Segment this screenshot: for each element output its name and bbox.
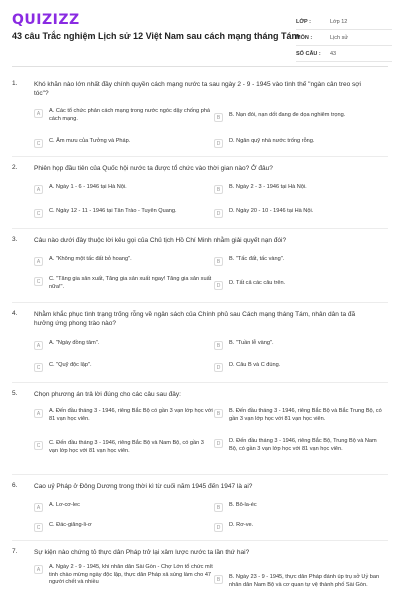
- option-letter: B: [214, 113, 223, 122]
- option-letter: A: [34, 503, 43, 512]
- option-letter: D: [214, 281, 223, 290]
- option-a[interactable]: [34, 340, 214, 350]
- option-letter: D: [214, 523, 223, 532]
- option-a[interactable]: [34, 184, 214, 194]
- option-letter: C: [34, 139, 43, 148]
- option-text: C. "Quỹ độc lập".: [49, 362, 92, 368]
- option-a[interactable]: [34, 256, 214, 266]
- meta-subject-label: MÔN :: [296, 34, 313, 41]
- meta-subject: [296, 30, 392, 46]
- option-d[interactable]: [214, 208, 386, 218]
- meta-grade: [296, 14, 392, 30]
- question-number: 5.: [12, 390, 18, 397]
- option-text: C. Âm mưu của Tưởng và Pháp.: [49, 138, 131, 144]
- option-text: C. Đác-giăng-li-ơ: [49, 522, 92, 528]
- meta-count-label: SỐ CÂU :: [296, 50, 321, 57]
- option-d[interactable]: [214, 138, 386, 148]
- option-letter: A: [34, 257, 43, 266]
- question-number: 6.: [12, 482, 18, 489]
- option-text: D. Tất cả các câu trên.: [229, 280, 286, 286]
- option-text: D. Ngày 20 - 10 - 1946 tại Hà Nội.: [229, 208, 314, 214]
- question-text: Cao uỷ Pháp ở Đông Dương trong thời kì từ cuối năm 1945 đến 1947 là ai?: [34, 483, 253, 490]
- option-a[interactable]: [34, 564, 214, 587]
- option-letter: A: [34, 341, 43, 350]
- option-d[interactable]: [214, 362, 386, 372]
- option-b[interactable]: [214, 408, 386, 423]
- question-divider: [12, 228, 388, 229]
- question-5: [12, 390, 388, 472]
- option-text: A. "Ngày đồng tâm".: [49, 340, 100, 346]
- option-text: B. "Tấc đất, tấc vàng".: [229, 256, 285, 262]
- option-text: A. Ngày 2 - 9 - 1945, khi nhân dân Sài Gòn - Chợ Lớn tổ chức mít tinh chào mừng ngày độc lập, thực dân Pháp xả súng làm cho 47 người chết và nhiều: [49, 564, 213, 585]
- meta-subject-value: Lịch sử: [330, 34, 349, 41]
- question-number: 4.: [12, 310, 18, 317]
- question-text: Khó khăn nào lớn nhất đầy chính quyền cách mạng nước ta sau ngày 2 - 9 - 1945 vào tình thế "ngàn cân treo sợi tóc"?: [34, 81, 361, 97]
- option-letter: A: [34, 185, 43, 194]
- question-2: [12, 164, 388, 224]
- option-c[interactable]: [34, 276, 214, 291]
- option-text: B. "Tuần lễ vàng".: [229, 340, 274, 346]
- option-text: B. Ngày 23 - 9 - 1945, thực dân Pháp đánh úp trụ sở Uỷ ban nhân dân Nam Bộ và cơ quan tự vệ thành phố Sài Gòn.: [229, 574, 380, 588]
- option-letter: B: [214, 575, 223, 584]
- option-text: A. Lơ-cơ-lec: [49, 502, 80, 508]
- option-letter: B: [214, 185, 223, 194]
- question-text: Câu nào dưới đây thuộc lời kêu gọi của Chủ tịch Hồ Chí Minh nhằm giải quyết nạn đói?: [34, 237, 287, 244]
- question-divider: [12, 540, 388, 541]
- option-letter: B: [214, 409, 223, 418]
- page-header: [0, 0, 400, 66]
- quizizz-logo: QUIZIZZ: [12, 12, 80, 28]
- question-number: 2.: [12, 164, 18, 171]
- option-letter: C: [34, 523, 43, 532]
- option-letter: B: [214, 341, 223, 350]
- option-text: B. Bô-la-éc: [229, 502, 257, 508]
- option-letter: B: [214, 257, 223, 266]
- question-text: Chọn phương án trả lời đúng cho các câu sau đây:: [34, 391, 181, 398]
- question-divider: [12, 156, 388, 157]
- option-letter: C: [34, 363, 43, 372]
- option-c[interactable]: [34, 138, 214, 148]
- option-b[interactable]: [214, 502, 386, 512]
- option-text: D. Rơ-ve.: [229, 522, 254, 528]
- option-text: B. Nạn đói, nạn dốt đang đe dọa nghiêm trọng.: [229, 112, 346, 118]
- quiz-meta: [296, 14, 392, 62]
- question-text: Nhằm khắc phục tình trạng trống rỗng về ngân sách của Chính phủ sau Cách mạng tháng Tám, nhân dân ta đã hưởng ứng phong trào nào?: [34, 311, 356, 327]
- header-divider: [12, 66, 388, 67]
- question-number: 7.: [12, 548, 18, 555]
- option-letter: A: [34, 565, 43, 574]
- option-letter: D: [214, 439, 223, 448]
- option-d[interactable]: [214, 438, 386, 453]
- option-letter: A: [34, 409, 43, 418]
- option-text: A. Các tổ chức phản cách mạng trong nước ngóc dậy chống phá cách mạng.: [49, 108, 211, 122]
- question-7: [12, 548, 388, 600]
- option-a[interactable]: [34, 502, 214, 512]
- option-text: B. Đến đầu tháng 3 - 1946, riêng Bắc Bộ và Bắc Trung Bộ, có gần 3 vạn lớp học với 81 vạn học viên.: [229, 408, 382, 422]
- meta-count-value: 43: [330, 50, 337, 57]
- option-letter: A: [34, 109, 43, 118]
- option-text: C. Ngày 12 - 11 - 1946 tại Tân Trào - Tuyên Quang.: [49, 208, 177, 214]
- option-letter: D: [214, 139, 223, 148]
- option-text: A. Đến đầu tháng 3 - 1946, riêng Bắc Bộ có gần 3 vạn lớp học với 81 vạn học viên.: [49, 408, 213, 422]
- option-text: A. "Không một tấc đất bỏ hoang".: [49, 256, 132, 262]
- meta-grade-value: Lớp 12: [330, 18, 348, 25]
- option-text: C. "Tăng gia sản xuất, Tăng gia sản xuất ngay! Tăng gia sản xuất nữa!".: [49, 276, 212, 290]
- option-text: D. Câu B và C đúng.: [229, 362, 281, 368]
- option-letter: D: [214, 209, 223, 218]
- option-d[interactable]: [214, 522, 386, 532]
- option-letter: D: [214, 363, 223, 372]
- option-text: D. Đến đầu tháng 3 - 1946, riêng Bắc Bộ, Trung Bộ và Nam Bộ, có gần 3 vạn lớp học với 81 vạn học viên.: [229, 438, 377, 452]
- option-letter: B: [214, 503, 223, 512]
- option-c[interactable]: [34, 522, 214, 532]
- question-6: [12, 482, 388, 538]
- option-text: B. Ngày 2 - 3 - 1946 tại Hà Nội.: [229, 184, 307, 190]
- option-b[interactable]: [214, 256, 386, 266]
- option-b[interactable]: [214, 340, 386, 350]
- option-letter: C: [34, 441, 43, 450]
- page-title: 43 câu Trắc nghiệm Lịch sử 12 Việt Nam sau cách mạng tháng Tám: [12, 31, 300, 41]
- option-b[interactable]: [214, 184, 386, 194]
- option-c[interactable]: [34, 362, 214, 372]
- question-3: [12, 236, 388, 298]
- option-letter: C: [34, 277, 43, 286]
- question-number: 1.: [12, 80, 18, 87]
- option-b[interactable]: [214, 112, 386, 122]
- question-4: [12, 310, 388, 380]
- option-c[interactable]: [34, 208, 214, 218]
- option-text: A. Ngày 1 - 6 - 1946 tại Hà Nội.: [49, 184, 127, 190]
- question-divider: [12, 382, 388, 383]
- question-divider: [12, 302, 388, 303]
- option-text: C. Đến đầu tháng 3 - 1946, riêng Bắc Bộ và Nam Bộ, có gần 3 vạn lớp học với 81 vạn học viên.: [49, 440, 204, 454]
- option-text: D. Ngân quỹ nhà nước trống rỗng.: [229, 138, 315, 144]
- option-letter: C: [34, 209, 43, 218]
- option-a[interactable]: [34, 408, 214, 423]
- option-a[interactable]: [34, 108, 214, 123]
- option-c[interactable]: [34, 440, 214, 455]
- option-d[interactable]: [214, 280, 386, 290]
- question-text: Phiên họp đầu tiên của Quốc hội nước ta được tổ chức vào thời gian nào? Ở đâu?: [34, 165, 273, 172]
- question-divider: [12, 474, 388, 475]
- meta-grade-label: LỚP :: [296, 18, 311, 25]
- question-1: [12, 80, 388, 150]
- question-text: Sự kiện nào chứng tỏ thực dân Pháp trở lại xâm lược nước ta lần thứ hai?: [34, 549, 250, 556]
- option-b[interactable]: [214, 574, 386, 589]
- meta-count: [296, 46, 392, 62]
- question-number: 3.: [12, 236, 18, 243]
